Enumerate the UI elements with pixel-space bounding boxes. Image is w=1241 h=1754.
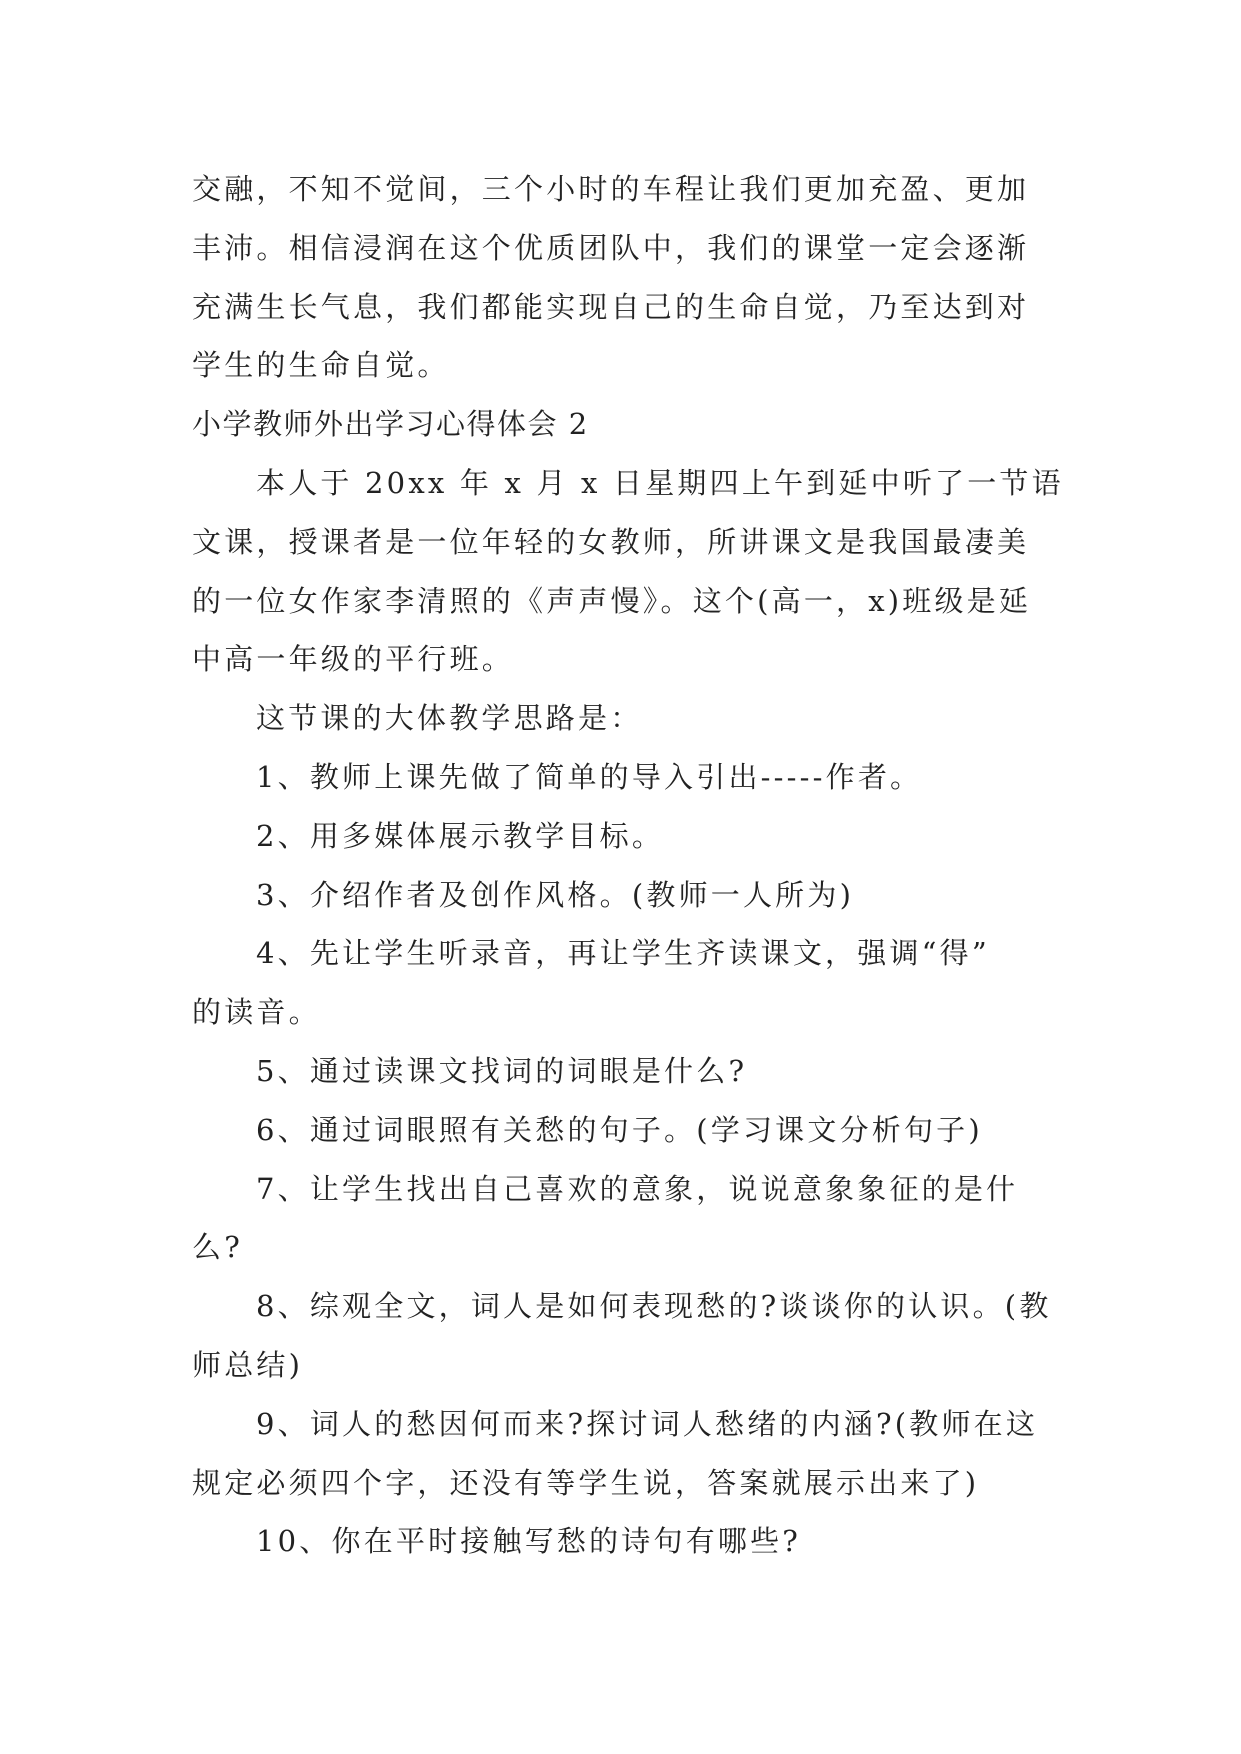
text-line: 6、通过词眼照有关愁的句子。(学习课文分析句子) xyxy=(256,1112,983,1147)
text-line: 丰沛。相信浸润在这个优质团队中，我们的课堂一定会逐渐 xyxy=(192,230,1030,265)
text-line: 5、通过读课文找词的词眼是什么? xyxy=(256,1053,748,1088)
text-line: 的一位女作家李清照的《声声慢》。这个(高一，x)班级是延 xyxy=(192,583,1032,618)
text-line: 师总结) xyxy=(192,1347,304,1382)
text-line: 的读音。 xyxy=(192,995,321,1030)
text-line: 本人于 20xx 年 x 月 x 日星期四上午到延中听了一节语 xyxy=(256,465,1064,500)
text-line: 充满生长气息，我们都能实现自己的生命自觉，乃至达到对 xyxy=(192,289,1030,324)
text-line: 3、介绍作者及创作风格。(教师一人所为) xyxy=(256,877,855,912)
text-line: 规定必须四个字，还没有等学生说，答案就展示出来了) xyxy=(192,1465,980,1500)
section-heading: 小学教师外出学习心得体会 2 xyxy=(192,407,589,442)
text-line: 1、教师上课先做了简单的导入引出-----作者。 xyxy=(256,759,923,794)
text-line: 9、词人的愁因何而来?探讨词人愁绪的内涵?(教师在这 xyxy=(256,1406,1039,1441)
text-line: 学生的生命自觉。 xyxy=(192,348,450,383)
text-line: 7、让学生找出自己喜欢的意象，说说意象象征的是什 xyxy=(256,1171,1019,1206)
text-line: 8、综观全文，词人是如何表现愁的?谈谈你的认识。(教 xyxy=(256,1289,1052,1324)
document-body xyxy=(192,160,1064,1571)
text-line: 这节课的大体教学思路是： xyxy=(256,701,643,736)
text-line: 文课，授课者是一位年轻的女教师，所讲课文是我国最凄美 xyxy=(192,524,1030,559)
text-line: 2、用多媒体展示教学目标。 xyxy=(256,818,665,853)
text-line: 中高一年级的平行班。 xyxy=(192,642,515,677)
text-line: 4、先让学生听录音，再让学生齐读课文，强调“得” xyxy=(256,936,990,971)
text-line: 10、你在平时接触写愁的诗句有哪些? xyxy=(256,1524,802,1559)
text-line: 么? xyxy=(192,1230,243,1265)
text-line: 交融，不知不觉间，三个小时的车程让我们更加充盈、更加 xyxy=(192,172,1030,206)
